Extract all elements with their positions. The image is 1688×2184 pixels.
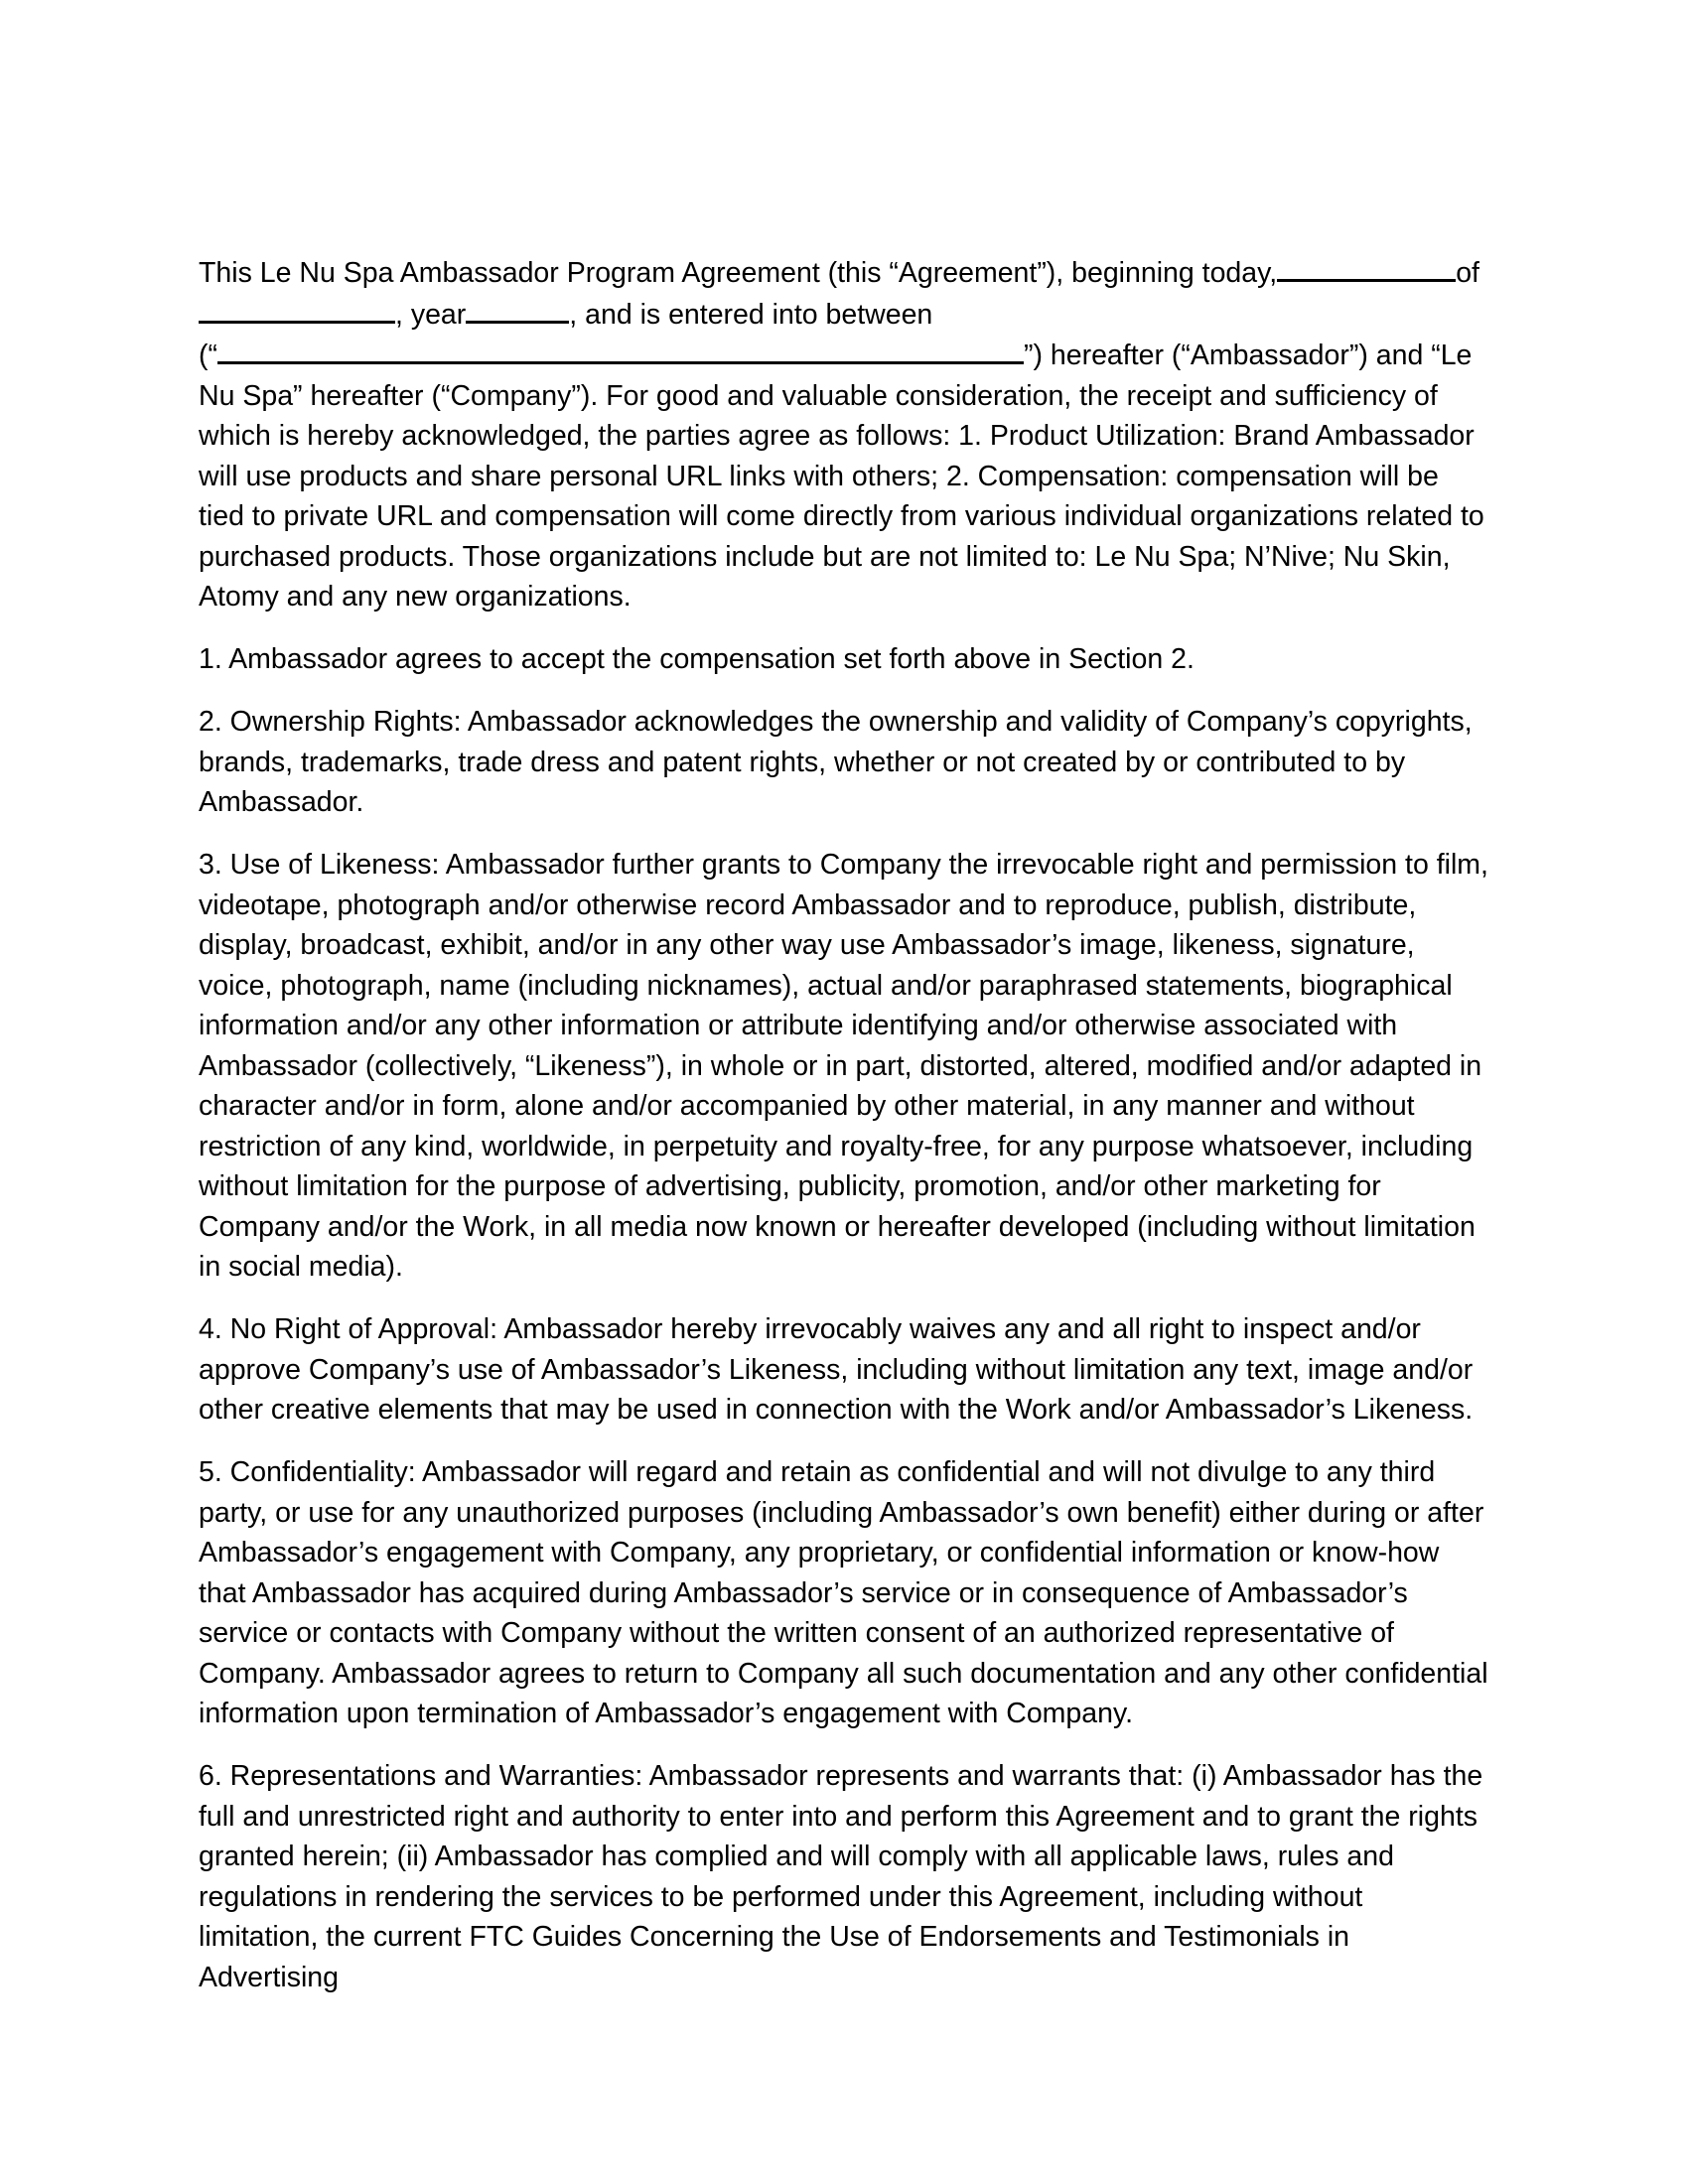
section-1-compensation: 1. Ambassador agrees to accept the compensation set forth above in Section 2. [199,643,1195,676]
section-2-ownership-rights: 2. Ownership Rights: Ambassador acknowledges the ownership and validity of Company’s copyrights, brands, trademarks, trade dress and patent rights, whether or not created by or contributed to by Ambassador. [199,706,1473,819]
intro-text-1: This Le Nu Spa Ambassador Program Agreement (this “Agreement”), beginning today, [199,257,1278,290]
intro-text-6: ”) hereafter (“Ambassador”) and “Le Nu Spa” hereafter (“Company”). For good and valuable consideration, the receipt and sufficiency of which is hereby acknowledged, the parties agree as follows: 1. Product Utilization: Brand Ambassador will use products and share personal URL links with others; 2. Compensation: compensation will be tied to private URL and compensation will come directly from various individual organizations related to purchased products. Those organizations include but are not limited to: Le Nu Spa; N’Nive; Nu Skin, Atomy and any new organizations. [199,340,1484,614]
intro-text-3: , year [395,298,467,331]
section-6-representations-and-warranties: 6. Representations and Warranties: Ambassador represents and warrants that: (i) Ambassador has the full and unrestricted right and authority to enter into and perform this Agreement and to grant the rights granted herein; (ii) Ambassador has complied and will comply with all applicable laws, rules and regulations in rendering the services to be performed under this Agreement, including without limitation, the current FTC Guides Concerning the Use of Endorsements and Testimonials in Advertising [199,1760,1483,1993]
section-4-no-right-of-approval: 4. No Right of Approval: Ambassador hereby irrevocably waives any and all right to inspect and/or approve Company’s use of Ambassador’s Likeness, including without limitation any text, image and/or other creative elements that may be used in connection with the Work and/or Ambassador’s Likeness. [199,1313,1474,1427]
month-blank-line [199,294,395,324]
intro-text-2: of [1456,257,1479,290]
agreement-document [199,252,1489,2020]
ambassador-name-blank-line [217,335,1024,364]
section-5-confidentiality: 5. Confidentiality: Ambassador will regard and retain as confidential and will not divulge to any third party, or use for any unauthorized purposes (including Ambassador’s own benefit) either during or after Ambassador’s engagement with Company, any proprietary, or confidential information or know-how that Ambassador has acquired during Ambassador’s service or in consequence of Ambassador’s service or contacts with Company without the written consent of an authorized representative of Company. Ambassador agrees to return to Company all such documentation and any other confidential information upon termination of Ambassador’s engagement with Company. [199,1456,1488,1730]
section-3-use-of-likeness: 3. Use of Likeness: Ambassador further grants to Company the irrevocable right and permission to film, videotape, photograph and/or otherwise record Ambassador and to reproduce, publish, distribute, display, broadcast, exhibit, and/or in any other way use Ambassador’s image, likeness, signature, voice, photograph, name (including nicknames), actual and/or paraphrased statements, biographical information and/or any other information or attribute identifying and/or otherwise associated with Ambassador (collectively, “Likeness”), in whole or in part, distorted, altered, modified and/or adapted in character and/or in form, alone and/or accompanied by other material, in any manner and without restriction of any kind, worldwide, in perpetuity and royalty-free, for any purpose whatsoever, including without limitation for the purpose of advertising, publicity, promotion, and/or other marketing for Company and/or the Work, in all media now known or hereafter developed (including without limitation in social media). [199,849,1488,1284]
intro-text-5: (“ [199,340,217,372]
intro-paragraph [199,252,1489,617]
day-blank-line [1277,252,1456,282]
year-blank-line [466,294,569,324]
intro-text-4: , and is entered into between [569,298,933,331]
